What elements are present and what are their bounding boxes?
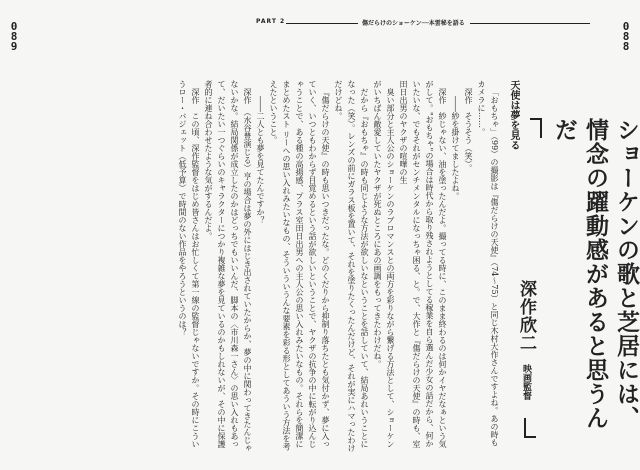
page-number-text: 0 8 8 xyxy=(622,20,630,53)
paragraph: ――紗を掛けてましたよね。 xyxy=(451,88,460,200)
title-bracket-close xyxy=(524,418,536,438)
title-line: ショーケンの歌と芝居には、 xyxy=(613,118,639,430)
section-heading: 天使は夢を見る xyxy=(508,80,519,150)
speaker-role: 映画監督 xyxy=(521,363,531,400)
paragraph: 『傷だらけの天使』の時も思いつきだったな。どのくだりから抑制り落ちたとも気付かず、夢に入っていく、いつともわからず目覚めるという話が欲しいということで、ヤクザの抗争の中に転がり込んじゃうことで、ある種の高揚感、プラス室田日出男への主人公の思い入れみたいなもの。それらを簡潔にまとめたスト リーへの思い入れみたいなもの、そういういうんな要素を彩る形としてあういう方法を考えたということ。 xyxy=(269,80,330,451)
speaker-name: 深作欣二 xyxy=(516,280,536,352)
paragraph: 臭い部分と主人公のショーケンのラブロマンスとの両方を彩りながら繋げる方法として、ショーケンがいちばん敵愛していたヤクザが死ぬところにあの画調をもってきたわけだね。 xyxy=(373,80,395,448)
paragraph: 深作 この頃、深作監督をはじめ皆さんはお忙しくて第一線の監督じゃないですか。その時にこういうロー・バジェット（低予算）で時間のない作品をやろうというのは？ xyxy=(178,80,200,448)
article-body xyxy=(60,80,520,452)
paragraph: ――二人とも夢を見てたんですか？ xyxy=(256,88,265,224)
paragraph: 深作 紗じゃない、油を塗ったんだよ。撮ってる時に、このまま終わるのは何かイヤだなぁという気がして。"おもちゃ"の場合は時代から取り残されようとしてる稼業を自ら選んだ少女の話だから、何かいたいな、でもそれがセンチメンタルになっちゃ困る、と。で、大作と『傷だらけの天使』の時も、室田日出男のヤクザの喧嘩の生 xyxy=(399,80,447,448)
paragraph: 「おもちゃ」（99）の撮影は『傷だらけの天使』（74～75）と同じ木村大作さんですよね。あの時もカメラに……。 xyxy=(477,80,499,447)
paragraph: 深作 そうそう（笑）。 xyxy=(464,88,473,172)
paragraph: 深作 （水谷豊演じる）亨の場合は夢の外にはじき出されていたからか、夢の中に関わってきたんじゃないかな。結局関係が成立したのかはどっちでもいいんだ、脚本の〈市川森一さん〉の思い入れもあって、だいたい一つぐらいのキャラクターにつかり複雑な夢を見ているのかもしれないが、その中に保護者的に連ね合わせたような気がするんだよ。 xyxy=(204,80,252,452)
header-rule xyxy=(286,23,358,24)
running-header xyxy=(0,14,640,34)
header-rule-right xyxy=(470,23,590,24)
article-title xyxy=(548,118,640,438)
header-title: 傷だらけのショーケン──本雲秘を語る xyxy=(362,20,465,27)
title-bracket-open xyxy=(530,118,542,138)
page-number-text: 0 8 9 xyxy=(10,20,18,53)
speaker-credit xyxy=(514,280,539,400)
part-label: PART 2 xyxy=(256,18,286,25)
title-line: 情念の躍動感があると思うんだ xyxy=(551,118,608,430)
paragraph: だから『おもちゃ』の時も同じような方法が欲しいなということを話していて、結局あれいうことになった（笑）。レンズの前にガラス板を置いて、それを塗りたくったんだけど、それが実にハマったわけだけどね。 xyxy=(334,80,369,452)
